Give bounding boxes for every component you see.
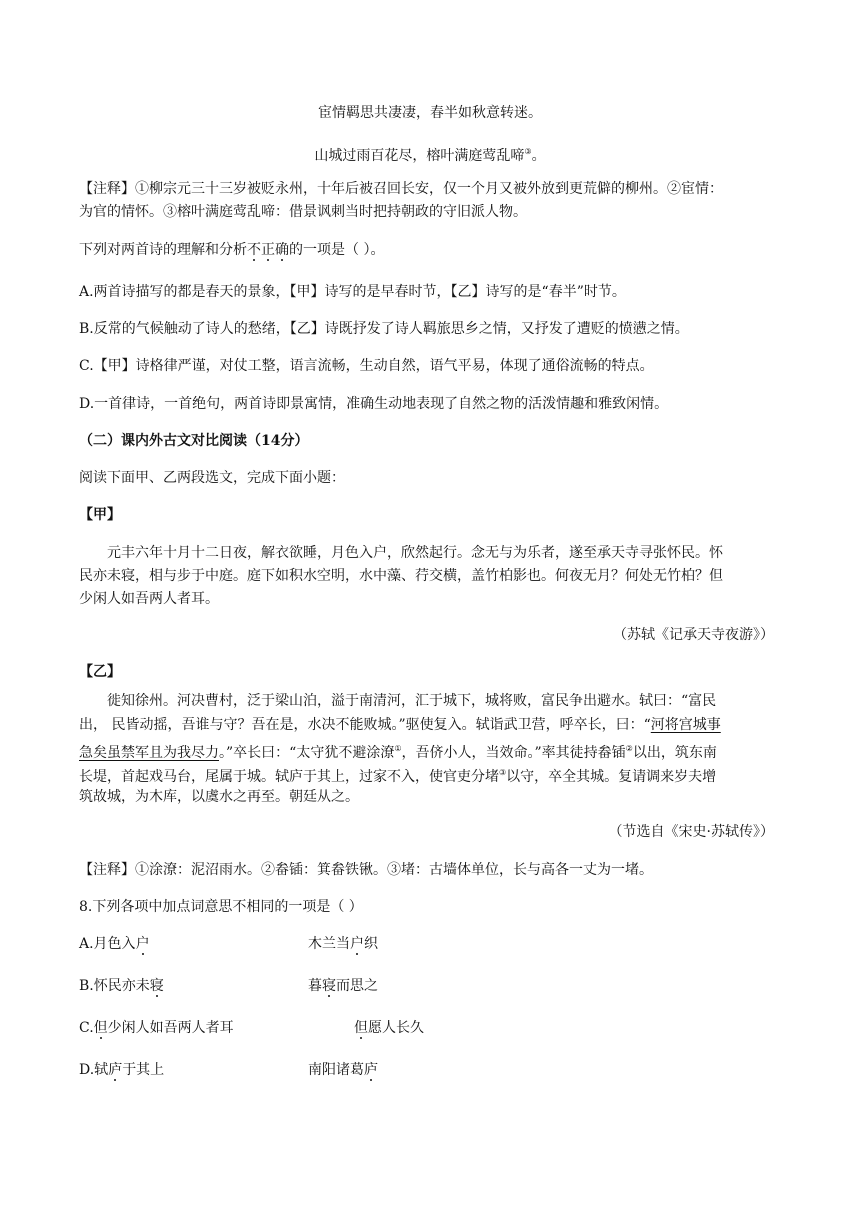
emphasis-char: 庐: [364, 1062, 378, 1078]
option-a-left-text: A.月色入: [79, 936, 136, 952]
passage-jia-line-3: 少闲人如吾两人者耳。: [79, 591, 219, 607]
passage-yi-line-2: [79, 715, 721, 735]
emphasis-char: 寝: [322, 978, 336, 994]
option-a-right: [308, 934, 378, 954]
passage-yi-line-1: 徙知徐州。河决曹村，泛于梁山泊，溢于南清河，汇于城下，城将败，富民争出避水。轼曰：“富民: [107, 693, 717, 709]
passage-jia-label: 【甲】: [79, 507, 121, 523]
passage-yi-label: 【乙】: [79, 664, 121, 680]
option-b-left: [79, 978, 164, 994]
question-7-option-d: D.一首律诗，一首绝句，两首诗即景寓情，准确生动地表现了自然之物的活泼情趣和雅致闲情。: [79, 396, 669, 412]
passage-yi-line-4: [79, 763, 716, 787]
option-c-left-text: C.: [79, 1020, 94, 1036]
option-a-left: [79, 936, 150, 952]
emphasis-char: 户: [135, 936, 150, 952]
option-c-left-end: 少闲人如吾两人者耳: [107, 1020, 234, 1036]
emphasis-char: 户: [350, 936, 364, 952]
question-7-stem: [79, 240, 384, 260]
underlined-sentence: 急矣虽禁军且为我尽力: [79, 745, 219, 761]
passage-yi-source: （节选自《宋史·苏轼传》）: [608, 824, 774, 840]
emphasis-char: 正: [261, 242, 275, 258]
option-d-right: [308, 1060, 378, 1080]
passage-yi-line-3: [79, 739, 717, 763]
annotation-2: 【注释】①涂潦：泥沼雨水。②畚锸：箕畚铁锹。③堵：古墙体单位，长与高各一丈为一堵。: [79, 862, 653, 878]
option-b-left-text: B.怀民亦未: [79, 978, 150, 994]
emphasis-char: 不: [247, 242, 261, 258]
section-heading: （二）课内外古文对比阅读（14分）: [79, 433, 309, 449]
passage-yi-line-4-text: 长堤，首起戏马台，尾属于城。轼庐于其上，过家不入，使官吏分堵: [79, 769, 499, 785]
option-c-right-end: 愿人长久: [368, 1020, 424, 1036]
option-d-left-end: 于其上: [122, 1062, 165, 1078]
emphasis-char: 但: [354, 1020, 368, 1036]
option-d-left-text: D.轼: [79, 1062, 109, 1078]
annotation-line-2: 为官的情怀。③榕叶满庭莺乱啼：借景讽刺当时把持朝政的守旧派人物。: [79, 204, 527, 220]
underlined-sentence: 河将宫城事: [650, 717, 721, 733]
emphasis-char: 确: [275, 242, 289, 258]
passage-jia-source: （苏轼《记承天寺夜游》）: [613, 627, 774, 643]
option-c-left: [79, 1020, 234, 1036]
option-d-left: [79, 1062, 164, 1078]
passage-yi-line-2-text: 出， 民皆动摇，吾谁与守？吾在是，水决不能败城。”驱使复入。轼诣武卫营，呼卒长，曰：“: [79, 717, 651, 733]
option-b-right-text: 暮: [308, 978, 322, 994]
option-c-right: [354, 1018, 424, 1038]
footnote-mark: ③: [499, 768, 507, 777]
poem-line-2-text: 山城过雨百花尽，榕叶满庭莺乱啼: [314, 148, 525, 164]
emphasis-char: 寝: [149, 978, 164, 994]
passage-yi-line-3-text: 。”卒长曰：“太守犹不避涂潦: [219, 745, 395, 761]
question-8-option-b: [79, 976, 779, 996]
passage-yi-line-4-text-b: 以守，卒全其城。复请调来岁夫增: [506, 769, 717, 785]
question-8-stem: 8.下列各项中加点词意思不相同的一项是（ ）: [79, 899, 363, 915]
question-7-stem-text: 下列对两首诗的理解和分析: [79, 242, 247, 258]
poem-line-1: 宦情羁思共凄凄，春半如秋意转迷。: [318, 105, 542, 121]
option-a-right-text: 木兰当: [308, 936, 350, 952]
question-7-stem-end: 的一项是（ ）。: [289, 242, 385, 258]
option-b-right-end: 而思之: [336, 978, 378, 994]
option-d-right-text: 南阳诸葛: [308, 1062, 364, 1078]
passage-yi-line-3-text-b: ，吾侪小人，当效命。”率其徒持畚锸: [401, 745, 626, 761]
passage-jia-line-2: 民亦未寝，相与步于中庭。庭下如积水空明，水中藻、荇交横，盖竹柏影也。何夜无月？何处无竹柏？但: [79, 568, 723, 584]
question-8-option-c: [79, 1018, 779, 1038]
passage-yi-line-5: 筑故城，为木库，以虞水之再至。朝廷从之。: [79, 789, 359, 805]
poem-line-2: [0, 142, 860, 166]
question-8-option-d: [79, 1060, 779, 1080]
emphasis-char: 庐: [108, 1062, 123, 1078]
annotation-line-1: 【注释】①柳宗元三十三岁被贬永州，十年后被召回长安，仅一个月又被外放到更荒僻的柳州。②宦情：: [79, 181, 723, 197]
question-8-option-a: [79, 934, 779, 954]
option-b-right: [308, 976, 378, 996]
question-7-option-b: B.反常的气候触动了诗人的愁绪，【乙】诗既抒发了诗人羁旅思乡之情，又抒发了遭贬的愤懑之情。: [79, 321, 689, 337]
poem-line-2-end: 。: [531, 148, 546, 164]
footnote-mark: ③: [524, 147, 532, 156]
question-7-option-a: A.两首诗描写的都是春天的景象，【甲】诗写的是早春时节，【乙】诗写的是“春半”时节。: [79, 284, 626, 300]
emphasis-char: 但: [93, 1020, 108, 1036]
question-7-option-c: C.【甲】诗格律严谨，对仗工整，语言流畅，生动自然，语气平易，体现了通俗流畅的特点。: [79, 358, 654, 374]
footnote-mark: ②: [625, 744, 633, 753]
passage-jia-line-1: 元丰六年十月十二日夜，解衣欲睡，月色入户，欣然起行。念无与为乐者，遂至承天寺寻张怀民。怀: [107, 545, 723, 561]
footnote-mark: ①: [394, 744, 402, 753]
option-a-right-end: 织: [364, 936, 378, 952]
section-instruction: 阅读下面甲、乙两段选文，完成下面小题：: [79, 470, 345, 486]
passage-yi-line-3-text-c: 以出，筑东南: [632, 745, 717, 761]
